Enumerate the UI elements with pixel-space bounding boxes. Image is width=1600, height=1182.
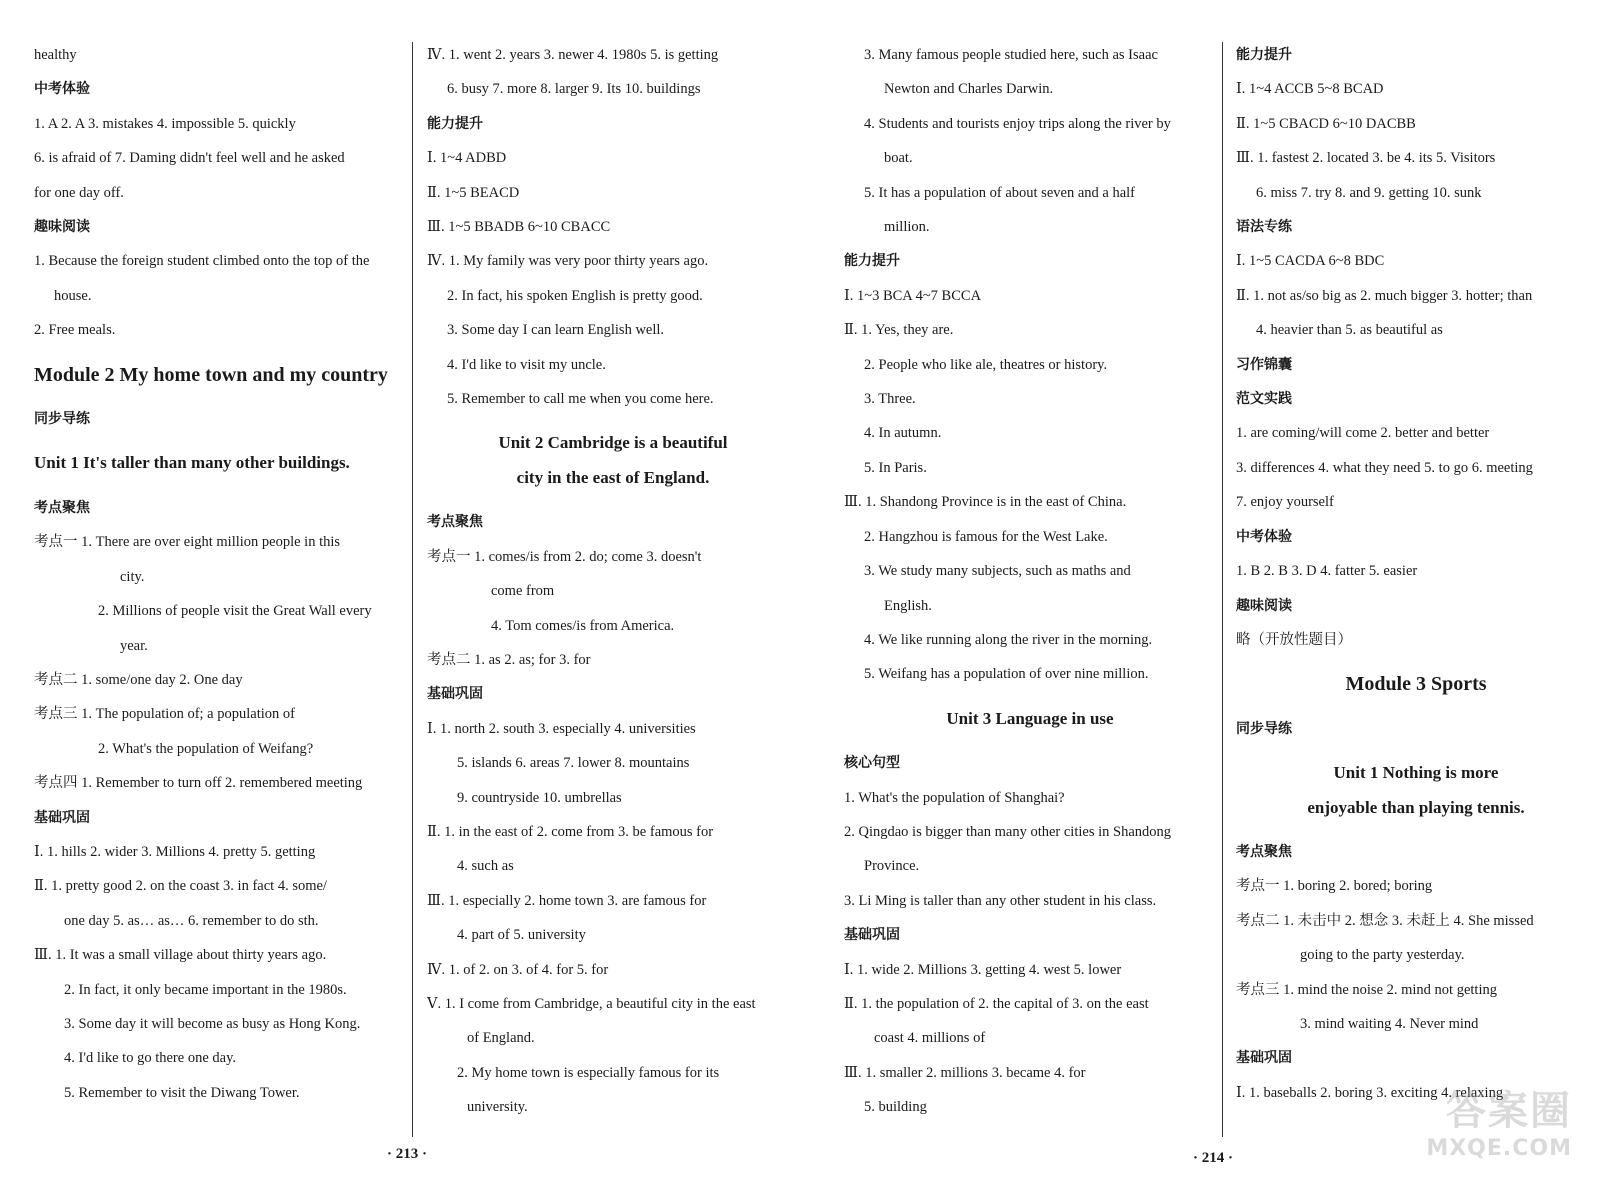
text-line: Ⅱ. 1. Yes, they are. bbox=[844, 322, 954, 339]
text-line: 4. In autumn. bbox=[864, 425, 942, 442]
text-line: coast 4. millions of bbox=[874, 1030, 986, 1047]
column-2 bbox=[427, 38, 799, 1125]
text-line: 4. heavier than 5. as beautiful as bbox=[1256, 322, 1443, 339]
watermark-logo bbox=[1426, 1088, 1572, 1168]
text-line: Ⅳ. 1. My family was very poor thirty years ago. bbox=[427, 253, 709, 270]
text-line: 6. miss 7. try 8. and 9. getting 10. sunk bbox=[1256, 184, 1482, 201]
text-line: one day 5. as… as… 6. remember to do sth. bbox=[64, 912, 319, 929]
text-line: 略（开放性题目） bbox=[1236, 631, 1352, 648]
text-line: 2. Free meals. bbox=[34, 322, 116, 339]
text-line: 考点二 1. some/one day 2. One day bbox=[34, 671, 243, 688]
column-4 bbox=[1236, 38, 1596, 1110]
text-line: Ⅳ. 1. went 2. years 3. newer 4. 1980s 5. is getting bbox=[427, 47, 719, 63]
text-line: 考点二 1. as 2. as; for 3. for bbox=[427, 651, 591, 668]
text-line: 2. Millions of people visit the Great Wall every bbox=[98, 603, 372, 620]
text-line: Ⅰ. 1~4 ADBD bbox=[427, 150, 507, 167]
text-line: 考点一 1. boring 2. bored; boring bbox=[1236, 878, 1433, 895]
section-heading: 基础巩固 bbox=[1236, 1050, 1292, 1067]
watermark-url: MXQE.COM bbox=[1426, 1136, 1572, 1161]
text-line: city. bbox=[120, 568, 145, 585]
text-line: Ⅰ. 1. wide 2. Millions 3. getting 4. west 5. lower bbox=[844, 961, 1122, 978]
text-line: Ⅰ. 1. north 2. south 3. especially 4. universities bbox=[427, 720, 696, 737]
text-line: Ⅱ. 1. in the east of 2. come from 3. be famous for bbox=[427, 823, 714, 840]
text-line: Ⅲ. 1. It was a small village about thirty years ago. bbox=[34, 947, 327, 964]
text-line: 1. Because the foreign student climbed onto the top of the bbox=[34, 253, 370, 270]
text-line: Ⅲ. 1. smaller 2. millions 3. became 4. for bbox=[844, 1064, 1086, 1081]
text-line: 3. differences 4. what they need 5. to go 6. meeting bbox=[1236, 459, 1533, 476]
column-1 bbox=[34, 38, 406, 1110]
text-line: 考点三 1. The population of; a population of bbox=[34, 706, 295, 723]
section-heading: 范文实践 bbox=[1236, 391, 1292, 408]
text-line: 5. building bbox=[864, 1099, 927, 1116]
text-line: 考点四 1. Remember to turn off 2. remembered meeting bbox=[34, 775, 363, 792]
text-line: for one day off. bbox=[34, 184, 124, 201]
section-heading: 语法专练 bbox=[1236, 219, 1292, 236]
text-line: 1. A 2. A 3. mistakes 4. impossible 5. quickly bbox=[34, 115, 296, 132]
text-line: Ⅱ. 1. the population of 2. the capital of 3. on the east bbox=[844, 995, 1149, 1012]
column-3 bbox=[844, 38, 1216, 1125]
module-title: Module 2 My home town and my country bbox=[34, 363, 388, 386]
text-line: 4. I'd like to visit my uncle. bbox=[447, 356, 606, 373]
section-heading: 能力提升 bbox=[427, 115, 483, 132]
text-line: of England. bbox=[467, 1030, 535, 1047]
text-line: 3. Li Ming is taller than any other student in his class. bbox=[844, 892, 1157, 909]
text-line: year. bbox=[120, 637, 148, 654]
column-divider bbox=[1222, 42, 1223, 1137]
text-line: 2. Hangzhou is famous for the West Lake. bbox=[864, 528, 1108, 545]
section-heading: 同步导练 bbox=[34, 411, 90, 428]
section-heading: 同步导练 bbox=[1236, 720, 1292, 737]
text-line: Ⅰ. 1~3 BCA 4~7 BCCA bbox=[844, 287, 982, 304]
text-line: 4. such as bbox=[457, 858, 514, 875]
section-heading: 趣味阅读 bbox=[34, 219, 90, 236]
section-heading: 基础巩固 bbox=[844, 927, 900, 944]
text-line: 6. is afraid of 7. Daming didn't feel well and he asked bbox=[34, 150, 345, 167]
page-number-right: · 214 · bbox=[1193, 1150, 1234, 1166]
text-line: 4. I'd like to go there one day. bbox=[64, 1050, 236, 1067]
text-line: 3. mind waiting 4. Never mind bbox=[1300, 1015, 1479, 1032]
text-line: Ⅱ. 1. pretty good 2. on the coast 3. in fact 4. some/ bbox=[34, 878, 327, 895]
section-heading: 习作锦囊 bbox=[1236, 356, 1292, 373]
text-line: 3. Many famous people studied here, such as Isaac bbox=[864, 47, 1158, 63]
text-line: 1. What's the population of Shanghai? bbox=[844, 789, 1065, 806]
text-line: 6. busy 7. more 8. larger 9. Its 10. buildings bbox=[447, 81, 701, 98]
section-heading: 基础巩固 bbox=[427, 686, 483, 703]
text-line: 考点一 1. comes/is from 2. do; come 3. doesn't bbox=[427, 548, 702, 565]
text-line: Ⅰ. 1. hills 2. wider 3. Millions 4. pretty 5. getting bbox=[34, 843, 316, 860]
section-heading: 中考体验 bbox=[34, 81, 90, 98]
text-line: going to the party yesterday. bbox=[1300, 947, 1465, 964]
unit-title-cont: enjoyable than playing tennis. bbox=[1307, 797, 1525, 817]
section-heading: 趣味阅读 bbox=[1236, 597, 1292, 614]
text-line: Ⅱ. 1. not as/so big as 2. much bigger 3. hotter; than bbox=[1236, 287, 1533, 304]
text-line: Ⅲ. 1. Shandong Province is in the east of China. bbox=[844, 494, 1127, 511]
section-heading: 考点聚焦 bbox=[427, 514, 483, 531]
text-line: 5. Weifang has a population of over nine million. bbox=[864, 666, 1149, 683]
text-line: healthy bbox=[34, 47, 77, 63]
watermark-text: 答案圈 bbox=[1446, 1088, 1572, 1134]
module-title: Module 3 Sports bbox=[1345, 673, 1487, 696]
text-line: 5. islands 6. areas 7. lower 8. mountains bbox=[457, 755, 690, 772]
text-line: Ⅱ. 1~5 CBACD 6~10 DACBB bbox=[1236, 115, 1416, 132]
text-line: 4. part of 5. university bbox=[457, 927, 586, 944]
text-line: boat. bbox=[884, 150, 913, 167]
unit-title: Unit 2 Cambridge is a beautiful bbox=[498, 433, 728, 453]
unit-title-cont: city in the east of England. bbox=[516, 467, 710, 487]
text-line: Newton and Charles Darwin. bbox=[884, 81, 1054, 98]
text-line: 2. My home town is especially famous for its bbox=[457, 1064, 720, 1081]
text-line: 4. Tom comes/is from America. bbox=[491, 617, 675, 634]
text-line: 1. are coming/will come 2. better and better bbox=[1236, 425, 1490, 442]
text-line: 考点一 1. There are over eight million people in this bbox=[34, 534, 341, 551]
text-line: 2. People who like ale, theatres or history. bbox=[864, 356, 1108, 373]
text-line: Ⅰ. 1~5 CACDA 6~8 BDC bbox=[1236, 253, 1385, 270]
text-line: 3. We study many subjects, such as maths and bbox=[864, 563, 1131, 580]
text-line: 9. countryside 10. umbrellas bbox=[457, 789, 622, 806]
text-line: Ⅰ. 1. baseballs 2. boring 3. exciting 4. relaxing bbox=[1236, 1084, 1504, 1101]
section-heading: 核心句型 bbox=[844, 755, 900, 772]
text-line: 3. Some day it will become as busy as Hong Kong. bbox=[64, 1015, 361, 1032]
unit-title: Unit 1 It's taller than many other buildings. bbox=[34, 453, 350, 473]
section-heading: 基础巩固 bbox=[34, 809, 90, 826]
text-line: 2. What's the population of Weifang? bbox=[98, 740, 314, 757]
text-line: 考点三 1. mind the noise 2. mind not getting bbox=[1236, 981, 1497, 998]
text-line: 5. In Paris. bbox=[864, 459, 927, 476]
text-line: university. bbox=[467, 1099, 528, 1116]
text-line: 7. enjoy yourself bbox=[1236, 494, 1334, 511]
text-line: 3. Three. bbox=[864, 391, 916, 408]
text-line: house. bbox=[54, 287, 92, 304]
text-line: 4. Students and tourists enjoy trips along the river by bbox=[864, 115, 1171, 132]
text-line: 5. Remember to visit the Diwang Tower. bbox=[64, 1084, 300, 1101]
text-line: 5. Remember to call me when you come here. bbox=[447, 391, 714, 408]
unit-title: Unit 3 Language in use bbox=[946, 708, 1114, 728]
text-line: Ⅰ. 1~4 ACCB 5~8 BCAD bbox=[1236, 81, 1384, 98]
text-line: 5. It has a population of about seven and a half bbox=[864, 184, 1135, 201]
section-heading: 能力提升 bbox=[844, 253, 900, 270]
text-line: 4. We like running along the river in the morning. bbox=[864, 631, 1153, 648]
text-line: 2. In fact, his spoken English is pretty good. bbox=[447, 287, 703, 304]
section-heading: 能力提升 bbox=[1236, 47, 1292, 63]
page-number-left: · 213 · bbox=[387, 1146, 428, 1162]
section-heading: 中考体验 bbox=[1236, 528, 1292, 545]
column-divider bbox=[412, 42, 413, 1137]
text-line: 3. Some day I can learn English well. bbox=[447, 322, 665, 339]
text-line: 1. B 2. B 3. D 4. fatter 5. easier bbox=[1236, 563, 1418, 580]
text-line: English. bbox=[884, 597, 932, 614]
section-heading: 考点聚焦 bbox=[34, 499, 90, 516]
unit-title: Unit 1 Nothing is more bbox=[1333, 763, 1499, 783]
text-line: Ⅲ. 1. especially 2. home town 3. are famous for bbox=[427, 892, 707, 909]
text-line: 2. Qingdao is bigger than many other cities in Shandong bbox=[844, 823, 1172, 840]
text-line: 考点二 1. 未击中 2. 想念 3. 未赶上 4. She missed bbox=[1236, 912, 1534, 929]
text-line: come from bbox=[491, 583, 555, 600]
text-line: million. bbox=[884, 219, 930, 236]
text-line: Province. bbox=[864, 858, 920, 875]
text-line: Ⅴ. 1. I come from Cambridge, a beautiful city in the east bbox=[427, 995, 756, 1012]
text-line: Ⅳ. 1. of 2. on 3. of 4. for 5. for bbox=[427, 961, 609, 978]
section-heading: 考点聚焦 bbox=[1236, 843, 1292, 860]
text-line: 2. In fact, it only became important in the 1980s. bbox=[64, 981, 347, 998]
text-line: Ⅲ. 1. fastest 2. located 3. be 4. its 5. Visitors bbox=[1236, 150, 1496, 167]
text-line: Ⅱ. 1~5 BEACD bbox=[427, 184, 520, 201]
text-line: Ⅲ. 1~5 BBADB 6~10 CBACC bbox=[427, 219, 611, 236]
